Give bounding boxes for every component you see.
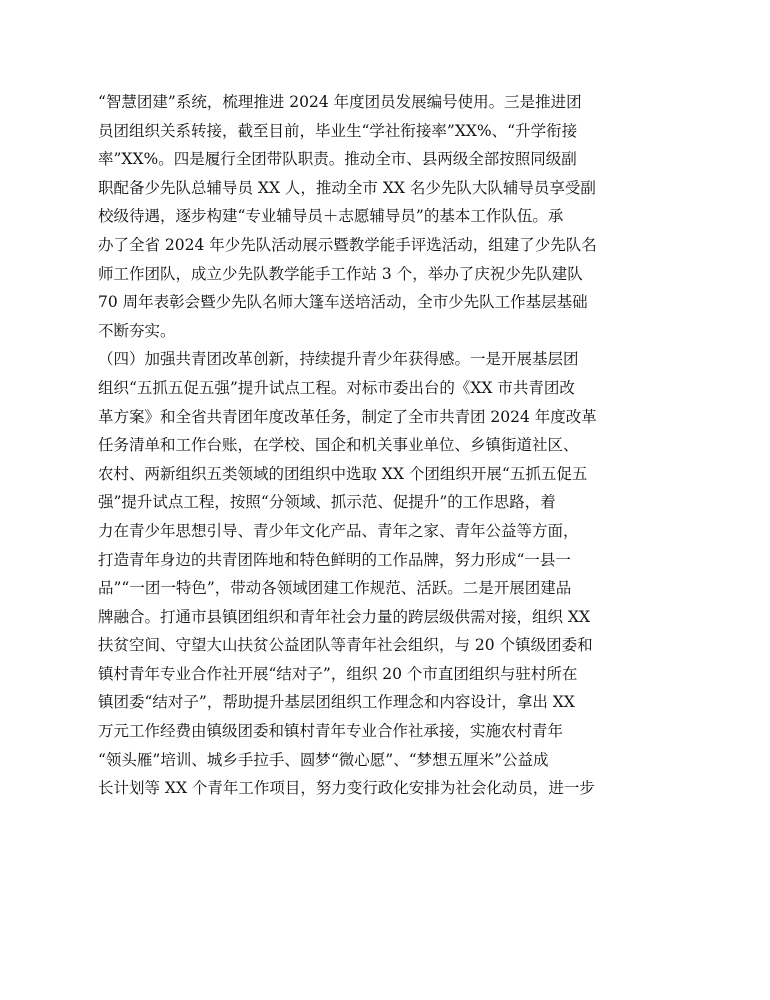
text-line: 农村、两新组织五类领域的团组织中选取 XX 个团组织开展“五抓五促五 [98, 464, 588, 483]
text-line: 打造青年身边的共青团阵地和特色鲜明的工作品牌，努力形成“一县一 [98, 550, 571, 569]
text-line: 率”XX%。四是履行全团带队职责。推动全市、县两级全部按照同级副 [98, 150, 577, 169]
text-line: 强”提升试点工程，按照“分领域、抓示范、促提升”的工作思路，着 [98, 493, 556, 512]
text-line: 品”“一团一特色”，带动各领域团建工作规范、活跃。二是开展团建品 [98, 579, 572, 598]
text-line: “领头雁”培训、城乡手拉手、圆梦“微心愿”、“梦想五厘米”公益成 [98, 750, 549, 769]
text-line: 长计划等 XX 个青年工作项目，努力变行政化安排为社会化动员，进一步 [98, 779, 595, 798]
text-line: 力在青少年思想引导、青少年文化产品、青年之家、青年公益等方面， [98, 521, 579, 540]
text-line: 任务清单和工作台账，在学校、国企和机关事业单位、乡镇街道社区、 [98, 436, 579, 455]
text-line: 扶贫空间、守望大山扶贫公益团队等青年社会组织，与 20 个镇级团委和 [98, 636, 593, 655]
text-line: 员团组织关系转接，截至目前，毕业生“学社衔接率”XX%、“升学衔接 [98, 121, 578, 140]
text-line: 职配备少先队总辅导员 XX 人，推动全市 XX 名少先队大队辅导员享受副 [98, 178, 596, 197]
text-line: 镇村青年专业合作社开展“结对子”，组织 20 个市直团组织与驻村所在 [98, 664, 578, 683]
text-line: 革方案》和全省共青团年度改革任务，制定了全市共青团 2024 年度改革 [98, 407, 597, 426]
text-line: “智慧团建”系统，梳理推进 2024 年度团员发展编号使用。三是推进团 [98, 93, 582, 111]
text-line: 万元工作经费由镇级团委和镇村青年专业合作社承接，实施农村青年 [98, 722, 564, 741]
text-line: 组织“五抓五促五强”提升试点工程。对标市委出台的《XX 市共青团改 [98, 378, 575, 397]
text-line: 不断夯实。 [98, 321, 176, 340]
text-line: 70 周年表彰会暨少先队名师大篷车送培活动，全市少先队工作基层基础 [98, 293, 588, 312]
text-line: 镇团委“结对子”，帮助提升基层团组织工作理念和内容设计，拿出 XX [98, 693, 575, 712]
text-line: 办了全省 2024 年少先队活动展示暨教学能手评选活动，组建了少先队名 [98, 235, 597, 254]
text-line: 校级待遇，逐步构建“专业辅导员＋志愿辅导员”的基本工作队伍。承 [98, 207, 564, 226]
text-line: 牌融合。打通市县镇团组织和青年社会力量的跨层级供需对接，组织 XX [98, 607, 590, 626]
body-text [98, 88, 698, 803]
text-line: （四）加强共青团改革创新，持续提升青少年获得感。一是开展基层团 [98, 350, 579, 369]
text-line: 师工作团队，成立少先队教学能手工作站 3 个，举办了庆祝少先队建队 [98, 264, 583, 283]
